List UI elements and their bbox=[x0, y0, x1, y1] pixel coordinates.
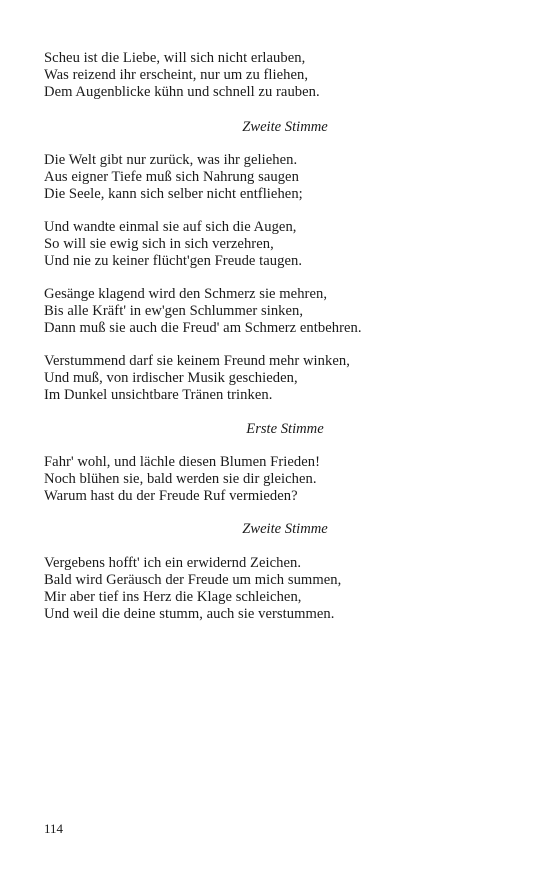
verse-line: Bis alle Kräft' in ew'gen Schlummer sinken, bbox=[44, 303, 304, 319]
stanza-3 bbox=[44, 219, 514, 270]
voice-heading: Zweite Stimme bbox=[242, 119, 328, 135]
verse-line: Dann muß sie auch die Freud' am Schmerz entbehren. bbox=[44, 320, 362, 336]
verse-line: Vergebens hofft' ich ein erwidernd Zeichen. bbox=[44, 555, 302, 571]
verse-line: Was reizend ihr erscheint, nur um zu fliehen, bbox=[44, 67, 309, 83]
verse-line: Und weil die deine stumm, auch sie verstummen. bbox=[44, 606, 335, 622]
verse-line: Aus eigner Tiefe muß sich Nahrung saugen bbox=[44, 169, 299, 185]
verse-line: Mir aber tief ins Herz die Klage schleichen, bbox=[44, 589, 302, 605]
verse-line: Verstummend darf sie keinem Freund mehr winken, bbox=[44, 353, 350, 369]
verse-line: Gesänge klagend wird den Schmerz sie mehren, bbox=[44, 286, 328, 302]
verse-line: Im Dunkel unsichtbare Tränen trinken. bbox=[44, 387, 273, 403]
verse-line: Und nie zu keiner flücht'gen Freude taugen. bbox=[44, 253, 303, 269]
verse-line: So will sie ewig sich in sich verzehren, bbox=[44, 236, 274, 252]
stanza-6 bbox=[44, 454, 514, 505]
voice-heading: Erste Stimme bbox=[246, 421, 324, 437]
stanza-4 bbox=[44, 286, 514, 337]
verse-line: Die Seele, kann sich selber nicht entfliehen; bbox=[44, 186, 303, 202]
verse-line: Scheu ist die Liebe, will sich nicht erlauben, bbox=[44, 50, 306, 66]
verse-line: Und wandte einmal sie auf sich die Augen, bbox=[44, 219, 297, 235]
verse-line: Bald wird Geräusch der Freude um mich summen, bbox=[44, 572, 342, 588]
stanza-2 bbox=[44, 152, 514, 203]
stanza-1 bbox=[44, 50, 514, 101]
verse-line: Und muß, von irdischer Musik geschieden, bbox=[44, 370, 298, 386]
verse-line: Dem Augenblicke kühn und schnell zu rauben. bbox=[44, 84, 320, 100]
verse-line: Die Welt gibt nur zurück, was ihr geliehen. bbox=[44, 152, 298, 168]
verse-line: Fahr' wohl, und lächle diesen Blumen Frieden! bbox=[44, 454, 321, 470]
verse-line: Noch blühen sie, bald werden sie dir gleichen. bbox=[44, 471, 317, 487]
verse-line: Warum hast du der Freude Ruf vermieden? bbox=[44, 488, 298, 504]
voice-heading: Zweite Stimme bbox=[242, 521, 328, 537]
stanza-5 bbox=[44, 353, 514, 404]
stanza-7 bbox=[44, 555, 514, 623]
page-number: 114 bbox=[44, 821, 64, 836]
